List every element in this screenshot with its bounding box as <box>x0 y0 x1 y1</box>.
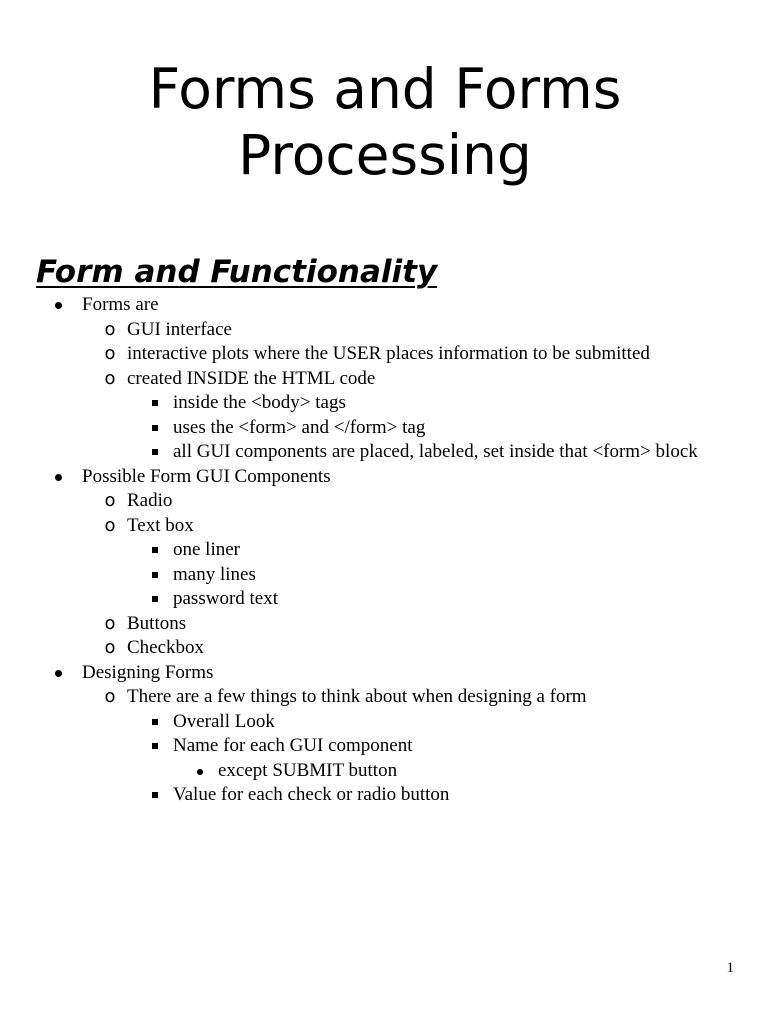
outline-item <box>0 318 770 343</box>
outline-item-text: password text <box>173 588 279 609</box>
outline-item-text: many lines <box>173 563 256 585</box>
outline-item <box>0 465 770 490</box>
bullet-circle-o-icon: o <box>104 367 116 389</box>
outline-item <box>0 440 770 465</box>
outline-item-text: one liner <box>173 539 241 560</box>
bullet-disc-icon <box>55 302 62 309</box>
outline-item-text: Name for each GUI component <box>173 735 413 756</box>
outline-item-text: Radio <box>127 490 173 511</box>
title-line-2: Processing <box>238 123 532 187</box>
bullet-circle-o-icon: o <box>104 686 116 707</box>
bullet-square-icon <box>152 425 158 431</box>
outline-item-text: Buttons <box>127 612 187 634</box>
bullet-square-icon <box>152 792 158 798</box>
bullet-square-icon <box>152 572 158 578</box>
outline-item <box>0 293 770 318</box>
title-line-1: Forms and Forms <box>148 57 622 121</box>
outline-item <box>0 685 770 710</box>
page-title <box>0 56 770 188</box>
bullet-circle-o-icon: o <box>104 637 116 658</box>
outline-item-text: GUI interface <box>127 318 232 340</box>
bullet-square-icon <box>152 449 158 455</box>
outline-item <box>0 563 770 588</box>
bullet-square-icon <box>152 719 158 725</box>
outline-item-text: Designing Forms <box>82 661 214 683</box>
outline-item <box>0 710 770 735</box>
outline-item <box>0 489 770 514</box>
outline-item <box>0 391 770 416</box>
outline-item <box>0 759 770 784</box>
bullet-square-icon <box>152 596 158 602</box>
outline-item-text: Forms are <box>82 294 159 315</box>
bullet-circle-o-icon: o <box>104 514 116 536</box>
bullet-square-icon <box>152 400 158 406</box>
outline-item <box>0 734 770 759</box>
bullet-square-icon <box>152 743 158 749</box>
outline-item-text: Checkbox <box>127 637 205 658</box>
outline-item <box>0 783 770 808</box>
bullet-square-icon <box>152 547 158 553</box>
outline-item <box>0 538 770 563</box>
outline-item <box>0 661 770 686</box>
outline-item-text: Possible Form GUI Components <box>82 465 331 487</box>
outline-item <box>0 636 770 661</box>
outline-item <box>0 514 770 539</box>
outline-item-text: There are a few things to think about when designing a form <box>127 686 587 707</box>
outline-item-text: Overall Look <box>173 710 275 732</box>
outline-item <box>0 416 770 441</box>
outline-item-text: created INSIDE the HTML code <box>127 367 376 389</box>
outline-item <box>0 342 770 367</box>
outline-item-text: except SUBMIT button <box>218 759 398 781</box>
outline-item <box>0 612 770 637</box>
outline-item <box>0 367 770 392</box>
section-heading: Form and Functionality <box>36 254 438 290</box>
bullet-circle-o-icon: o <box>104 318 116 340</box>
bullet-circle-o-icon: o <box>104 490 116 511</box>
bullet-disc-icon <box>55 474 62 481</box>
outline-item-text: interactive plots where the USER places information to be submitted <box>127 343 650 364</box>
outline-item-text: Value for each check or radio button <box>173 784 450 805</box>
page-number: 1 <box>726 960 734 976</box>
outline-list <box>0 293 770 808</box>
outline-item <box>0 587 770 612</box>
bullet-circle-o-icon: o <box>104 343 116 364</box>
outline-item-text: inside the <body> tags <box>173 392 346 413</box>
bullet-disc-small-icon <box>197 769 203 775</box>
outline-item-text: Text box <box>127 514 194 536</box>
outline-item-text: uses the <form> and </form> tag <box>173 416 426 438</box>
outline-item-text: all GUI components are placed, labeled, set inside that <form> block <box>173 441 698 462</box>
bullet-disc-icon <box>55 670 62 677</box>
bullet-circle-o-icon: o <box>104 612 116 634</box>
